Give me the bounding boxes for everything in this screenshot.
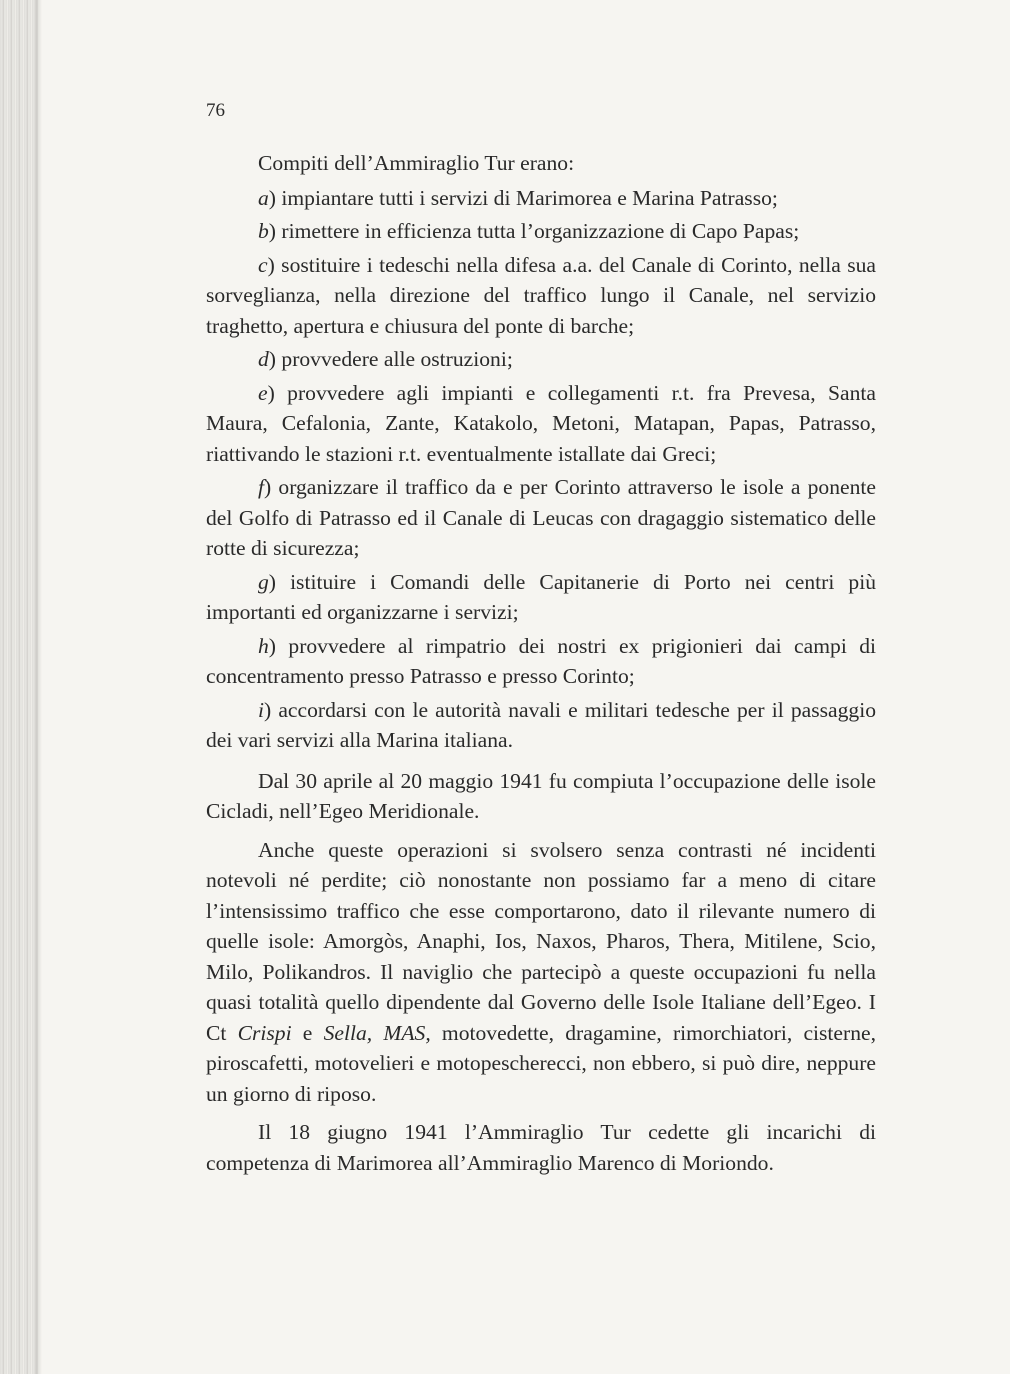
list-item-letter: i: [258, 697, 264, 722]
list-item-text: organizzare il traffico da e per Corinto attraverso le isole a ponente del Golfo di Patrasso ed il Canale di Leucas con dragaggio sistematico delle rotte di sicurezza;: [206, 475, 876, 560]
page-body: [206, 148, 876, 1178]
paragraph-operations: [206, 835, 876, 1110]
list-item: g) istituire i Comandi delle Capitanerie di Porto nei centri più importanti ed organizzarne i servizi;: [206, 569, 876, 624]
list-item-text: provvedere alle ostruzioni;: [281, 347, 513, 371]
list-item: d) provvedere alle ostruzioni;: [258, 347, 513, 371]
list-item: b) rimettere in efficienza tutta l’organizzazione di Capo Papas;: [258, 219, 800, 243]
ship-name: Sella, MAS,: [323, 1020, 431, 1045]
list-item-text: provvedere agli impianti e collegamenti r.t. fra Prevesa, Santa Maura, Cefalonia, Zante, Katakolo, Metoni, Matapan, Papas, Patrasso, riattivando le stazioni r.t. eventualmente istallate dai Greci;: [206, 380, 876, 466]
list-item-letter: g: [258, 569, 269, 594]
paragraph-text: e: [291, 1020, 324, 1045]
task-list: [206, 183, 876, 756]
list-item-text: impiantare tutti i servizi di Marimorea e Marina Patrasso;: [281, 185, 778, 210]
list-item-letter: f: [258, 475, 264, 499]
scan-binding-edge: [0, 0, 38, 1374]
list-item-letter: e: [258, 380, 268, 405]
paragraph-text: Anche queste operazioni si svolsero senza contrasti né incidenti notevoli né perdite; ciò nonostante non possiamo far a meno di citare l’intensissimo traffico che esse comportarono, dato il rilevante numero di quelle isole: Amorgòs, Anaphi, Ios, Naxos, Pharos, Thera, Mitilene, Scio, Milo, Polikandros. Il naviglio che partecipò a queste occupazioni fu nella quasi totalità quello dipendente dal Governo delle Isole Italiane dell’Egeo. I Ct: [206, 837, 876, 1045]
list-item: h) provvedere al rimpatrio dei nostri ex prigionieri dai campi di concentramento presso Patrasso e presso Corinto;: [206, 633, 877, 688]
list-item-text: rimettere in efficienza tutta l’organizzazione di Capo Papas;: [281, 219, 800, 243]
paragraph-text: motovedette, dragamine, rimorchiatori, cisterne, piroscafetti, motovelieri e motopescherecci, non ebbero, si può dire, neppure un giorno di riposo.: [206, 1020, 876, 1106]
list-item-text: istituire i Comandi delle Capitanerie di Porto nei centri più importanti ed organizzarne i servizi;: [206, 569, 876, 624]
paragraph-cicladi: Dal 30 aprile al 20 maggio 1941 fu compiuta l’occupazione delle isole Cicladi, nell’Egeo Meridionale.: [206, 768, 876, 823]
list-item-text: provvedere al rimpatrio dei nostri ex prigionieri dai campi di concentramento presso Patrasso e presso Corinto;: [206, 633, 877, 688]
list-item-text: sostituire i tedeschi nella difesa a.a. del Canale di Corinto, nella sua sorveglianza, nella direzione del traffico lungo il Canale, nel servizio traghetto, apertura e chiusura del ponte di barche;: [206, 252, 876, 338]
list-item: i) accordarsi con le autorità navali e militari tedesche per il passaggio dei vari servizi alla Marina italiana.: [206, 697, 876, 752]
intro-line: Compiti dell’Ammiraglio Tur erano:: [258, 151, 575, 175]
ship-name: Crispi: [237, 1020, 292, 1045]
list-item: e) provvedere agli impianti e collegamenti r.t. fra Prevesa, Santa Maura, Cefalonia, Zante, Katakolo, Metoni, Matapan, Papas, Patrasso, riattivando le stazioni r.t. eventualmente istallate dai Greci;: [206, 380, 876, 466]
page-number: 76: [206, 100, 225, 121]
paragraph-handover: Il 18 giugno 1941 l’Ammiraglio Tur cedette gli incarichi di competenza di Marimorea all’Ammiraglio Marenco di Moriondo.: [206, 1120, 876, 1175]
list-item-letter: a: [258, 185, 269, 210]
list-item: a) impiantare tutti i servizi di Marimorea e Marina Patrasso;: [258, 185, 778, 210]
list-item-letter: h: [258, 633, 269, 658]
list-item-text: accordarsi con le autorità navali e militari tedesche per il passaggio dei vari servizi alla Marina italiana.: [206, 697, 876, 752]
list-item-letter: b: [258, 219, 269, 243]
list-item-letter: d: [258, 347, 269, 371]
list-item: f) organizzare il traffico da e per Corinto attraverso le isole a ponente del Golfo di Patrasso ed il Canale di Leucas con dragaggio sistematico delle rotte di sicurezza;: [206, 475, 876, 560]
list-item: c) sostituire i tedeschi nella difesa a.a. del Canale di Corinto, nella sua sorveglianza, nella direzione del traffico lungo il Canale, nel servizio traghetto, apertura e chiusura del ponte di barche;: [206, 252, 876, 338]
list-item-letter: c: [258, 252, 268, 277]
